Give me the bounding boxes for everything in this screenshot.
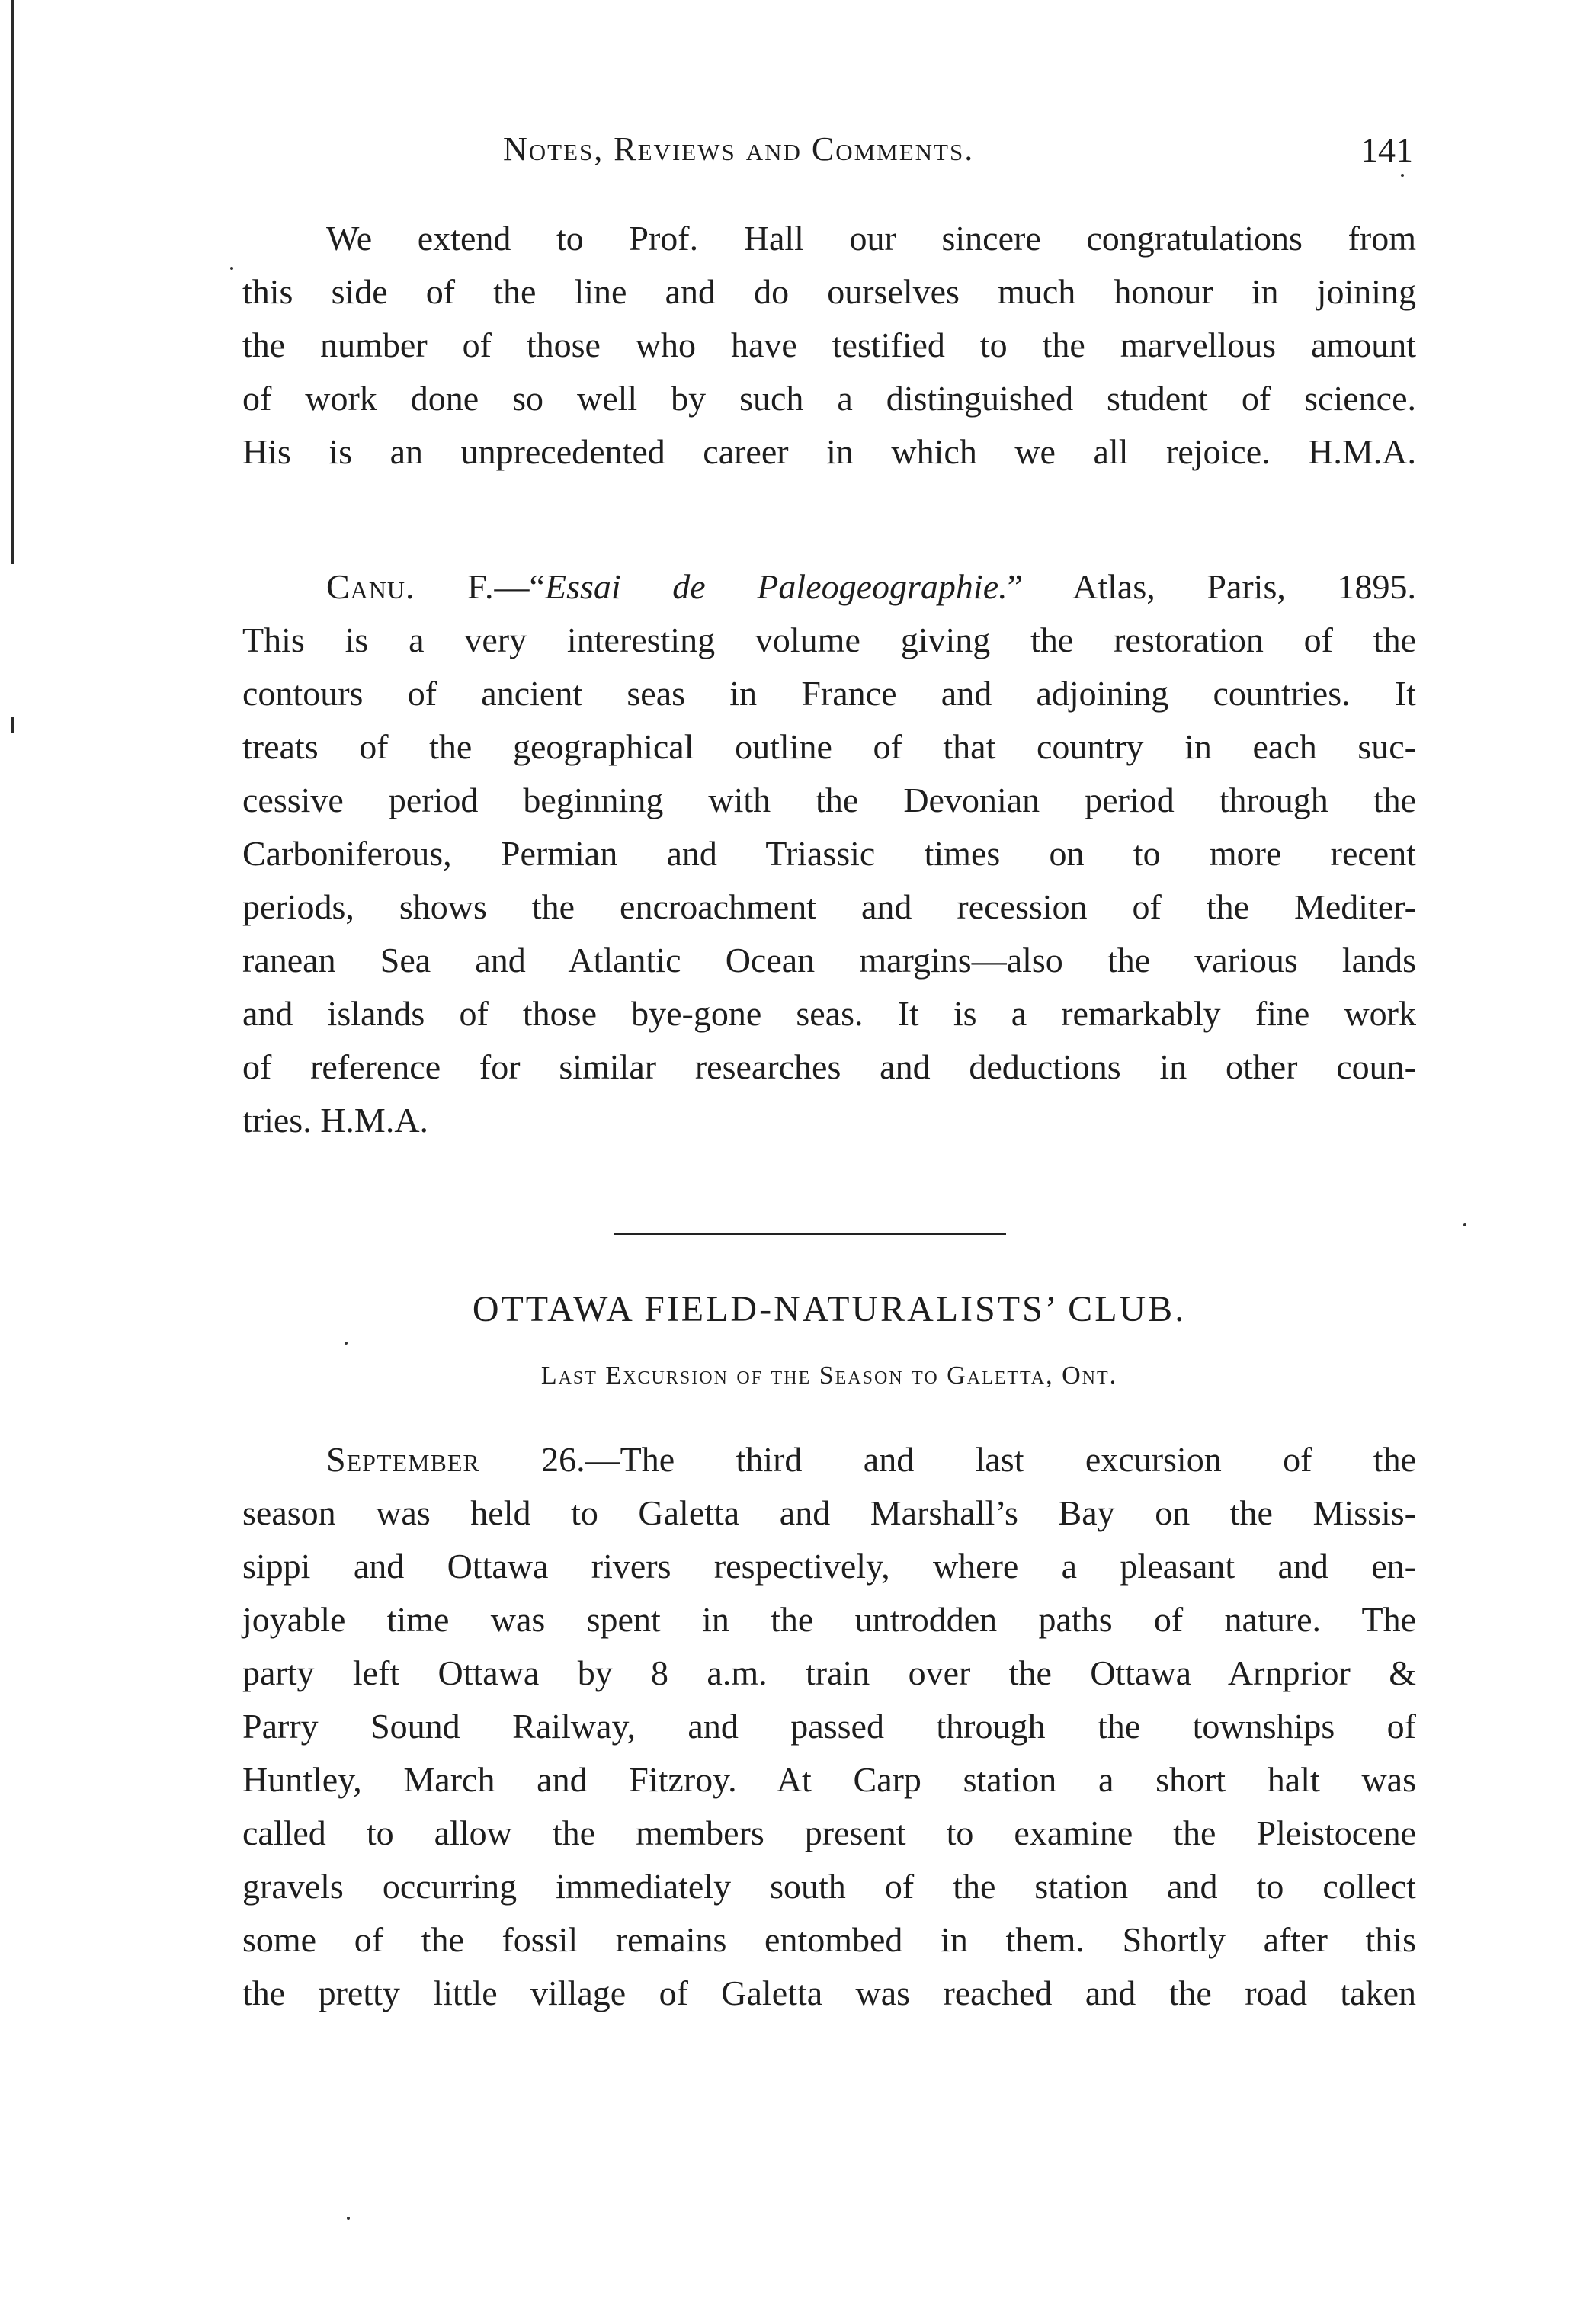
date-label: September xyxy=(326,1440,480,1479)
paragraph-line: tries. H.M.A. xyxy=(242,1101,429,1140)
paragraph-line: His is an unprecedented career in which we all rejoice. H.M.A. xyxy=(242,432,1416,471)
scan-speck xyxy=(347,2217,350,2220)
scan-speck xyxy=(1401,174,1404,177)
paragraph-line: Parry Sound Railway, and passed through the townships of xyxy=(242,1707,1416,1746)
date-rest: 26.—The third and last excursion of the xyxy=(541,1440,1416,1479)
paragraph-line: of work done so well by such a distinguished student of science. xyxy=(242,379,1416,418)
paragraph-line: the number of those who have testified to the marvellous amount xyxy=(242,325,1416,364)
paragraph-line: This is a very interesting volume giving the restoration of the xyxy=(242,620,1416,659)
canu-review xyxy=(242,560,1416,1147)
paragraph-line: the pretty little village of Galetta was reached and the road taken xyxy=(242,1974,1416,2012)
review-publication: Atlas, Paris, 1895. xyxy=(1072,567,1416,606)
review-heading-line xyxy=(242,560,1416,614)
paragraph-line: and islands of those bye-gone seas. It is a remarkably fine work xyxy=(242,994,1416,1033)
hall-paragraph xyxy=(242,212,1416,479)
section-subtitle: Last Excursion of the Season to Galetta, Ont. xyxy=(540,1361,1118,1390)
paragraph-line: periods, shows the encroachment and recession of the Mediter- xyxy=(242,887,1416,926)
paragraph-line: treats of the geographical outline of that country in each suc- xyxy=(242,727,1416,766)
paragraph-line: Carboniferous, Permian and Triassic times on to more recent xyxy=(242,834,1416,873)
scan-binding-edge xyxy=(11,0,14,564)
review-title: Essai de Paleogeographie. xyxy=(544,567,1008,606)
paragraph-line: We extend to Prof. Hall our sincere congratulations from xyxy=(326,219,1416,258)
review-dash: —“ xyxy=(494,567,545,606)
paragraph-line: season was held to Galetta and Marshall’s Bay on the Missis- xyxy=(242,1493,1416,1532)
scan-speck xyxy=(345,1342,348,1345)
paragraph-line: gravels occurring immediately south of the station and to collect xyxy=(242,1867,1416,1906)
paragraph-line: joyable time was spent in the untrodden paths of nature. The xyxy=(242,1600,1416,1639)
paragraph-line: this side of the line and do ourselves much honour in joining xyxy=(242,272,1416,311)
page-number: 141 xyxy=(1360,130,1413,169)
excursion-paragraph xyxy=(242,1433,1416,2020)
paragraph-line: party left Ottawa by 8 a.m. train over the Ottawa Arnprior & xyxy=(242,1653,1416,1692)
paragraph-first-line xyxy=(242,1433,1416,1486)
scan-speck xyxy=(230,267,233,270)
paragraph-line: ranean Sea and Atlantic Ocean margins—also the various lands xyxy=(242,941,1416,980)
paragraph-line: cessive period beginning with the Devonian period through the xyxy=(242,781,1416,819)
section-title: OTTAWA FIELD-NATURALISTS’ CLUB. xyxy=(472,1289,1187,1329)
paragraph-line: called to allow the members present to examine the Pleistocene xyxy=(242,1813,1416,1852)
review-author: Canu. F. xyxy=(326,567,495,606)
scan-binding-mark xyxy=(11,717,14,733)
paragraph-line: sippi and Ottawa rivers respectively, where a pleasant and en- xyxy=(242,1547,1416,1586)
paragraph-line: of reference for similar researches and deductions in other coun- xyxy=(242,1047,1416,1086)
paragraph-line: Huntley, March and Fitzroy. At Carp station a short halt was xyxy=(242,1760,1416,1799)
running-head: Notes, Reviews and Comments. xyxy=(503,130,975,168)
review-close-quote: ” xyxy=(1007,567,1024,606)
section-divider xyxy=(614,1233,1006,1235)
scan-speck xyxy=(1463,1223,1466,1226)
paragraph-line: some of the fossil remains entombed in them. Shortly after this xyxy=(242,1920,1416,1959)
paragraph-line: contours of ancient seas in France and adjoining countries. It xyxy=(242,674,1416,713)
